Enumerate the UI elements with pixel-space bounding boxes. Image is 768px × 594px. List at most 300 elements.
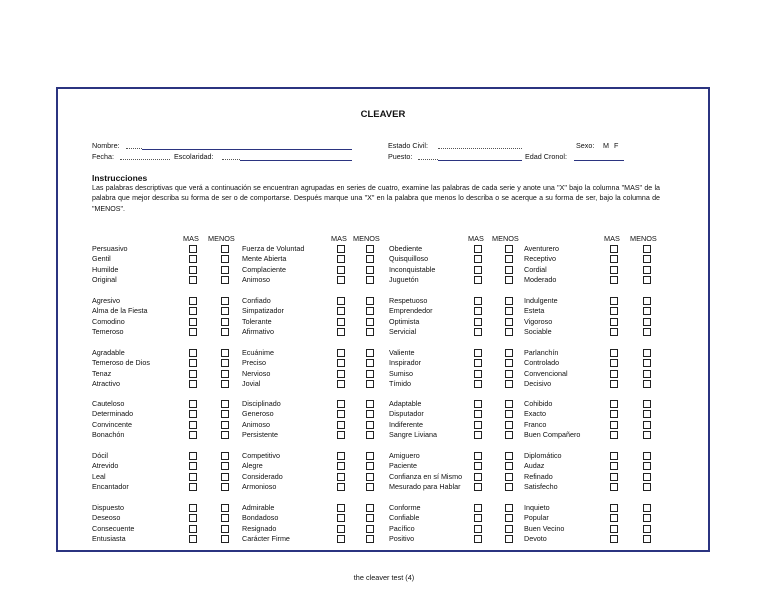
menos-checkbox[interactable] bbox=[221, 431, 229, 439]
menos-checkbox[interactable] bbox=[643, 266, 651, 274]
menos-checkbox[interactable] bbox=[505, 245, 513, 253]
word-label: Considerado bbox=[242, 471, 283, 481]
word-label: Entusiasta bbox=[92, 534, 126, 544]
menos-checkbox[interactable] bbox=[221, 525, 229, 533]
word-label: Competitivo bbox=[242, 451, 280, 460]
menos-checkbox[interactable] bbox=[366, 380, 374, 388]
mas-checkbox[interactable] bbox=[337, 380, 345, 388]
col-header-menos: MENOS bbox=[492, 234, 519, 243]
mas-checkbox[interactable] bbox=[189, 297, 197, 305]
mas-checkbox[interactable] bbox=[189, 349, 197, 357]
word-label: Vigoroso bbox=[524, 316, 553, 326]
menos-checkbox[interactable] bbox=[366, 462, 374, 470]
word-label: Moderado bbox=[524, 275, 557, 285]
mas-checkbox[interactable] bbox=[610, 318, 618, 326]
mas-checkbox[interactable] bbox=[189, 400, 197, 408]
mas-checkbox[interactable] bbox=[337, 431, 345, 439]
mas-checkbox[interactable] bbox=[189, 380, 197, 388]
mas-checkbox[interactable] bbox=[474, 297, 482, 305]
menos-checkbox[interactable] bbox=[505, 370, 513, 378]
mas-checkbox[interactable] bbox=[337, 245, 345, 253]
menos-checkbox[interactable] bbox=[366, 504, 374, 512]
word-label: Popular bbox=[524, 513, 549, 523]
escolaridad-field[interactable] bbox=[240, 160, 352, 161]
mas-checkbox[interactable] bbox=[474, 504, 482, 512]
mas-checkbox[interactable] bbox=[610, 328, 618, 336]
mas-checkbox[interactable] bbox=[337, 359, 345, 367]
mas-checkbox[interactable] bbox=[610, 535, 618, 543]
word-label: Complaciente bbox=[242, 264, 286, 274]
word-label: Pacífico bbox=[389, 523, 415, 533]
mas-checkbox[interactable] bbox=[189, 473, 197, 481]
menos-checkbox[interactable] bbox=[366, 514, 374, 522]
mas-checkbox[interactable] bbox=[189, 307, 197, 315]
mas-checkbox[interactable] bbox=[474, 535, 482, 543]
menos-checkbox[interactable] bbox=[505, 276, 513, 284]
mas-checkbox[interactable] bbox=[474, 410, 482, 418]
menos-checkbox[interactable] bbox=[643, 504, 651, 512]
mas-checkbox[interactable] bbox=[474, 400, 482, 408]
word-label: Exacto bbox=[524, 409, 546, 419]
menos-checkbox[interactable] bbox=[643, 473, 651, 481]
menos-checkbox[interactable] bbox=[643, 462, 651, 470]
menos-checkbox[interactable] bbox=[505, 483, 513, 491]
mas-checkbox[interactable] bbox=[337, 318, 345, 326]
menos-checkbox[interactable] bbox=[643, 370, 651, 378]
word-label: Inquieto bbox=[524, 503, 550, 512]
mas-checkbox[interactable] bbox=[610, 473, 618, 481]
mas-checkbox[interactable] bbox=[337, 462, 345, 470]
fecha-field[interactable] bbox=[120, 159, 170, 160]
word-label: Animoso bbox=[242, 419, 270, 429]
menos-checkbox[interactable] bbox=[221, 307, 229, 315]
mas-checkbox[interactable] bbox=[610, 297, 618, 305]
mas-checkbox[interactable] bbox=[189, 431, 197, 439]
mas-checkbox[interactable] bbox=[189, 483, 197, 491]
menos-checkbox[interactable] bbox=[505, 318, 513, 326]
menos-checkbox[interactable] bbox=[366, 266, 374, 274]
menos-checkbox[interactable] bbox=[505, 462, 513, 470]
mas-checkbox[interactable] bbox=[610, 410, 618, 418]
menos-checkbox[interactable] bbox=[643, 328, 651, 336]
mas-checkbox[interactable] bbox=[610, 431, 618, 439]
word-label: Amiguero bbox=[389, 451, 420, 460]
menos-checkbox[interactable] bbox=[643, 483, 651, 491]
mas-checkbox[interactable] bbox=[337, 276, 345, 284]
menos-checkbox[interactable] bbox=[366, 370, 374, 378]
mas-checkbox[interactable] bbox=[610, 276, 618, 284]
mas-checkbox[interactable] bbox=[189, 245, 197, 253]
sexo-label: Sexo: bbox=[576, 141, 595, 150]
menos-checkbox[interactable] bbox=[643, 421, 651, 429]
sexo-f-option[interactable]: F bbox=[614, 141, 619, 150]
menos-checkbox[interactable] bbox=[505, 380, 513, 388]
mas-checkbox[interactable] bbox=[474, 380, 482, 388]
word-label: Agresivo bbox=[92, 296, 120, 305]
mas-checkbox[interactable] bbox=[337, 525, 345, 533]
nombre-dots bbox=[126, 148, 142, 149]
test-sheet bbox=[56, 87, 710, 552]
word-label: Juguetón bbox=[389, 275, 419, 285]
menos-checkbox[interactable] bbox=[643, 525, 651, 533]
menos-checkbox[interactable] bbox=[366, 307, 374, 315]
mas-checkbox[interactable] bbox=[610, 452, 618, 460]
menos-checkbox[interactable] bbox=[505, 349, 513, 357]
word-label: Persistente bbox=[242, 430, 278, 440]
word-label: Consecuente bbox=[92, 523, 135, 533]
col-header-menos: MENOS bbox=[353, 234, 380, 243]
word-label: Disciplinado bbox=[242, 399, 281, 408]
word-label: Conforme bbox=[389, 503, 421, 512]
word-label: Respetuoso bbox=[389, 296, 428, 305]
word-label: Devoto bbox=[524, 534, 547, 544]
mas-checkbox[interactable] bbox=[189, 514, 197, 522]
mas-checkbox[interactable] bbox=[610, 514, 618, 522]
menos-checkbox[interactable] bbox=[505, 452, 513, 460]
word-label: Alegre bbox=[242, 461, 263, 471]
word-label: Armonioso bbox=[242, 482, 277, 492]
mas-checkbox[interactable] bbox=[474, 452, 482, 460]
mas-checkbox[interactable] bbox=[337, 328, 345, 336]
mas-checkbox[interactable] bbox=[474, 431, 482, 439]
menos-checkbox[interactable] bbox=[505, 473, 513, 481]
mas-checkbox[interactable] bbox=[189, 462, 197, 470]
menos-checkbox[interactable] bbox=[221, 473, 229, 481]
mas-checkbox[interactable] bbox=[189, 535, 197, 543]
mas-checkbox[interactable] bbox=[189, 266, 197, 274]
mas-checkbox[interactable] bbox=[610, 370, 618, 378]
menos-checkbox[interactable] bbox=[221, 328, 229, 336]
mas-checkbox[interactable] bbox=[337, 535, 345, 543]
menos-checkbox[interactable] bbox=[505, 514, 513, 522]
menos-checkbox[interactable] bbox=[221, 266, 229, 274]
mas-checkbox[interactable] bbox=[610, 421, 618, 429]
word-label: Refinado bbox=[524, 471, 553, 481]
mas-checkbox[interactable] bbox=[610, 380, 618, 388]
menos-checkbox[interactable] bbox=[643, 431, 651, 439]
nombre-field[interactable] bbox=[142, 149, 352, 150]
word-label: Nervioso bbox=[242, 368, 271, 378]
word-label: Satisfecho bbox=[524, 482, 558, 492]
word-label: Controlado bbox=[524, 358, 560, 368]
mas-checkbox[interactable] bbox=[474, 525, 482, 533]
mas-checkbox[interactable] bbox=[474, 514, 482, 522]
word-label: Emprendedor bbox=[389, 306, 433, 316]
word-label: Cohibido bbox=[524, 399, 553, 408]
word-label: Esteta bbox=[524, 306, 545, 316]
menos-checkbox[interactable] bbox=[366, 535, 374, 543]
menos-checkbox[interactable] bbox=[366, 473, 374, 481]
menos-checkbox[interactable] bbox=[643, 255, 651, 263]
word-label: Gentil bbox=[92, 254, 111, 264]
mas-checkbox[interactable] bbox=[610, 266, 618, 274]
puesto-dots bbox=[418, 159, 438, 160]
word-label: Decisivo bbox=[524, 379, 552, 389]
menos-checkbox[interactable] bbox=[643, 349, 651, 357]
sexo-m-option[interactable]: M bbox=[603, 141, 609, 150]
mas-checkbox[interactable] bbox=[189, 328, 197, 336]
menos-checkbox[interactable] bbox=[366, 359, 374, 367]
menos-checkbox[interactable] bbox=[221, 297, 229, 305]
word-label: Disputador bbox=[389, 409, 424, 419]
mas-checkbox[interactable] bbox=[337, 297, 345, 305]
mas-checkbox[interactable] bbox=[337, 452, 345, 460]
menos-checkbox[interactable] bbox=[366, 452, 374, 460]
word-label: Cordial bbox=[524, 264, 547, 274]
menos-checkbox[interactable] bbox=[505, 328, 513, 336]
menos-checkbox[interactable] bbox=[643, 452, 651, 460]
edad-label: Edad Cronol: bbox=[525, 152, 567, 161]
mas-checkbox[interactable] bbox=[189, 318, 197, 326]
menos-checkbox[interactable] bbox=[366, 318, 374, 326]
menos-checkbox[interactable] bbox=[643, 318, 651, 326]
mas-checkbox[interactable] bbox=[337, 370, 345, 378]
col-header-mas: MAS bbox=[468, 234, 484, 243]
menos-checkbox[interactable] bbox=[643, 245, 651, 253]
word-label: Obediente bbox=[389, 244, 423, 253]
word-label: Afirmativo bbox=[242, 327, 274, 337]
menos-checkbox[interactable] bbox=[221, 452, 229, 460]
word-label: Temeroso bbox=[92, 327, 124, 337]
menos-checkbox[interactable] bbox=[221, 514, 229, 522]
word-label: Quisquilloso bbox=[389, 254, 429, 264]
menos-checkbox[interactable] bbox=[366, 525, 374, 533]
mas-checkbox[interactable] bbox=[474, 255, 482, 263]
menos-checkbox[interactable] bbox=[505, 525, 513, 533]
mas-checkbox[interactable] bbox=[189, 525, 197, 533]
menos-checkbox[interactable] bbox=[643, 410, 651, 418]
menos-checkbox[interactable] bbox=[221, 380, 229, 388]
mas-checkbox[interactable] bbox=[610, 483, 618, 491]
word-label: Carácter Firme bbox=[242, 534, 290, 544]
word-label: Simpatizador bbox=[242, 306, 284, 316]
mas-checkbox[interactable] bbox=[189, 421, 197, 429]
word-label: Ecuánime bbox=[242, 348, 274, 357]
menos-checkbox[interactable] bbox=[505, 431, 513, 439]
menos-checkbox[interactable] bbox=[366, 349, 374, 357]
mas-checkbox[interactable] bbox=[337, 421, 345, 429]
mas-checkbox[interactable] bbox=[189, 370, 197, 378]
word-label: Franco bbox=[524, 419, 547, 429]
menos-checkbox[interactable] bbox=[505, 410, 513, 418]
col-header-mas: MAS bbox=[604, 234, 620, 243]
mas-checkbox[interactable] bbox=[474, 462, 482, 470]
word-label: Dócil bbox=[92, 451, 108, 460]
mas-checkbox[interactable] bbox=[474, 421, 482, 429]
menos-checkbox[interactable] bbox=[505, 255, 513, 263]
word-label: Humilde bbox=[92, 264, 119, 274]
word-label: Confianza en sí Mismo bbox=[389, 471, 463, 481]
mas-checkbox[interactable] bbox=[474, 318, 482, 326]
menos-checkbox[interactable] bbox=[221, 535, 229, 543]
mas-checkbox[interactable] bbox=[610, 359, 618, 367]
mas-checkbox[interactable] bbox=[337, 255, 345, 263]
menos-checkbox[interactable] bbox=[221, 245, 229, 253]
word-label: Determinado bbox=[92, 409, 134, 419]
word-label: Sociable bbox=[524, 327, 552, 337]
mas-checkbox[interactable] bbox=[189, 504, 197, 512]
menos-checkbox[interactable] bbox=[221, 483, 229, 491]
mas-checkbox[interactable] bbox=[474, 473, 482, 481]
menos-checkbox[interactable] bbox=[643, 307, 651, 315]
menos-checkbox[interactable] bbox=[366, 431, 374, 439]
word-label: Tolerante bbox=[242, 316, 272, 326]
word-label: Generoso bbox=[242, 409, 274, 419]
instructions-title: Instrucciones bbox=[92, 173, 148, 183]
menos-checkbox[interactable] bbox=[505, 535, 513, 543]
mas-checkbox[interactable] bbox=[610, 462, 618, 470]
word-label: Persuasivo bbox=[92, 244, 128, 253]
word-label: Paciente bbox=[389, 461, 417, 471]
word-label: Tenaz bbox=[92, 368, 112, 378]
menos-checkbox[interactable] bbox=[505, 421, 513, 429]
mas-checkbox[interactable] bbox=[610, 504, 618, 512]
mas-checkbox[interactable] bbox=[610, 349, 618, 357]
word-label: Encantador bbox=[92, 482, 129, 492]
menos-checkbox[interactable] bbox=[366, 400, 374, 408]
mas-checkbox[interactable] bbox=[337, 410, 345, 418]
word-label: Animoso bbox=[242, 275, 270, 285]
word-label: Resignado bbox=[242, 523, 277, 533]
menos-checkbox[interactable] bbox=[366, 328, 374, 336]
word-label: Admirable bbox=[242, 503, 275, 512]
menos-checkbox[interactable] bbox=[643, 276, 651, 284]
word-label: Dispuesto bbox=[92, 503, 124, 512]
menos-checkbox[interactable] bbox=[505, 297, 513, 305]
menos-checkbox[interactable] bbox=[221, 410, 229, 418]
word-label: Atractivo bbox=[92, 379, 120, 389]
mas-checkbox[interactable] bbox=[610, 525, 618, 533]
menos-checkbox[interactable] bbox=[366, 245, 374, 253]
menos-checkbox[interactable] bbox=[221, 349, 229, 357]
mas-checkbox[interactable] bbox=[610, 400, 618, 408]
word-label: Comodino bbox=[92, 316, 125, 326]
mas-checkbox[interactable] bbox=[474, 359, 482, 367]
page-title: CLEAVER bbox=[360, 109, 406, 120]
menos-checkbox[interactable] bbox=[221, 462, 229, 470]
menos-checkbox[interactable] bbox=[643, 359, 651, 367]
word-label: Bonachón bbox=[92, 430, 125, 440]
menos-checkbox[interactable] bbox=[505, 400, 513, 408]
col-header-mas: MAS bbox=[331, 234, 347, 243]
word-label: Cauteloso bbox=[92, 399, 125, 408]
menos-checkbox[interactable] bbox=[505, 266, 513, 274]
word-label: Parlanchín bbox=[524, 348, 559, 357]
menos-checkbox[interactable] bbox=[221, 504, 229, 512]
word-label: Inspirador bbox=[389, 358, 421, 368]
puesto-field[interactable] bbox=[438, 160, 522, 161]
word-label: Temeroso de Dios bbox=[92, 358, 150, 368]
mas-checkbox[interactable] bbox=[337, 400, 345, 408]
mas-checkbox[interactable] bbox=[474, 266, 482, 274]
mas-checkbox[interactable] bbox=[337, 504, 345, 512]
word-label: Buen Compañero bbox=[524, 430, 581, 440]
puesto-label: Puesto: bbox=[388, 152, 413, 161]
word-label: Original bbox=[92, 275, 117, 285]
word-label: Leal bbox=[92, 471, 106, 481]
mas-checkbox[interactable] bbox=[610, 307, 618, 315]
menos-checkbox[interactable] bbox=[643, 535, 651, 543]
menos-checkbox[interactable] bbox=[366, 483, 374, 491]
menos-checkbox[interactable] bbox=[505, 307, 513, 315]
mas-checkbox[interactable] bbox=[337, 514, 345, 522]
instructions-text: Las palabras descriptivas que verá a continuación se encuentran agrupadas en series de cuatro, examine las palabras de cada serie y anote una "X" bajo la columna "MAS" de la palabra que mejor describa su forma de ser o de comportarse. Después marque una "X" en la palabra que menos lo describa o se acerque a su forma de ser, bajo la columna de "MENOS". bbox=[92, 184, 660, 213]
word-label: Mesurado para Hablar bbox=[389, 482, 461, 492]
word-label: Audaz bbox=[524, 461, 545, 471]
word-label: Inconquistable bbox=[389, 264, 436, 274]
mas-checkbox[interactable] bbox=[189, 452, 197, 460]
menos-checkbox[interactable] bbox=[221, 421, 229, 429]
menos-checkbox[interactable] bbox=[366, 276, 374, 284]
menos-checkbox[interactable] bbox=[221, 318, 229, 326]
menos-checkbox[interactable] bbox=[221, 255, 229, 263]
word-label: Indiferente bbox=[389, 419, 423, 429]
mas-checkbox[interactable] bbox=[189, 255, 197, 263]
word-label: Convincente bbox=[92, 419, 132, 429]
word-label: Buen Vecino bbox=[524, 523, 565, 533]
mas-checkbox[interactable] bbox=[474, 307, 482, 315]
menos-checkbox[interactable] bbox=[366, 255, 374, 263]
mas-checkbox[interactable] bbox=[337, 266, 345, 274]
mas-checkbox[interactable] bbox=[337, 307, 345, 315]
word-label: Adaptable bbox=[389, 399, 422, 408]
mas-checkbox[interactable] bbox=[474, 245, 482, 253]
mas-checkbox[interactable] bbox=[474, 483, 482, 491]
mas-checkbox[interactable] bbox=[337, 483, 345, 491]
menos-checkbox[interactable] bbox=[505, 504, 513, 512]
word-label: Confiable bbox=[389, 513, 420, 523]
estado-civil-field[interactable] bbox=[438, 148, 522, 149]
mas-checkbox[interactable] bbox=[474, 328, 482, 336]
menos-checkbox[interactable] bbox=[366, 410, 374, 418]
mas-checkbox[interactable] bbox=[337, 349, 345, 357]
menos-checkbox[interactable] bbox=[643, 297, 651, 305]
menos-checkbox[interactable] bbox=[221, 370, 229, 378]
edad-field[interactable] bbox=[574, 160, 624, 161]
menos-checkbox[interactable] bbox=[643, 514, 651, 522]
word-label: Convencional bbox=[524, 368, 568, 378]
mas-checkbox[interactable] bbox=[189, 359, 197, 367]
menos-checkbox[interactable] bbox=[366, 297, 374, 305]
menos-checkbox[interactable] bbox=[643, 400, 651, 408]
mas-checkbox[interactable] bbox=[474, 276, 482, 284]
col-header-menos: MENOS bbox=[208, 234, 235, 243]
menos-checkbox[interactable] bbox=[643, 380, 651, 388]
word-label: Indulgente bbox=[524, 296, 558, 305]
menos-checkbox[interactable] bbox=[221, 400, 229, 408]
word-label: Bondadoso bbox=[242, 513, 279, 523]
escolaridad-dots bbox=[222, 159, 240, 160]
mas-checkbox[interactable] bbox=[474, 349, 482, 357]
menos-checkbox[interactable] bbox=[505, 359, 513, 367]
mas-checkbox[interactable] bbox=[474, 370, 482, 378]
word-label: Sangre Liviana bbox=[389, 430, 437, 440]
menos-checkbox[interactable] bbox=[366, 421, 374, 429]
word-label: Alma de la Fiesta bbox=[92, 306, 148, 316]
mas-checkbox[interactable] bbox=[610, 255, 618, 263]
word-label: Receptivo bbox=[524, 254, 556, 264]
word-label: Atrevido bbox=[92, 461, 119, 471]
mas-checkbox[interactable] bbox=[189, 410, 197, 418]
estado-civil-label: Estado Civil: bbox=[388, 141, 428, 150]
word-label: Tímido bbox=[389, 379, 411, 389]
menos-checkbox[interactable] bbox=[221, 276, 229, 284]
word-label: Diplomático bbox=[524, 451, 562, 460]
mas-checkbox[interactable] bbox=[610, 245, 618, 253]
mas-checkbox[interactable] bbox=[189, 276, 197, 284]
mas-checkbox[interactable] bbox=[337, 473, 345, 481]
menos-checkbox[interactable] bbox=[221, 359, 229, 367]
